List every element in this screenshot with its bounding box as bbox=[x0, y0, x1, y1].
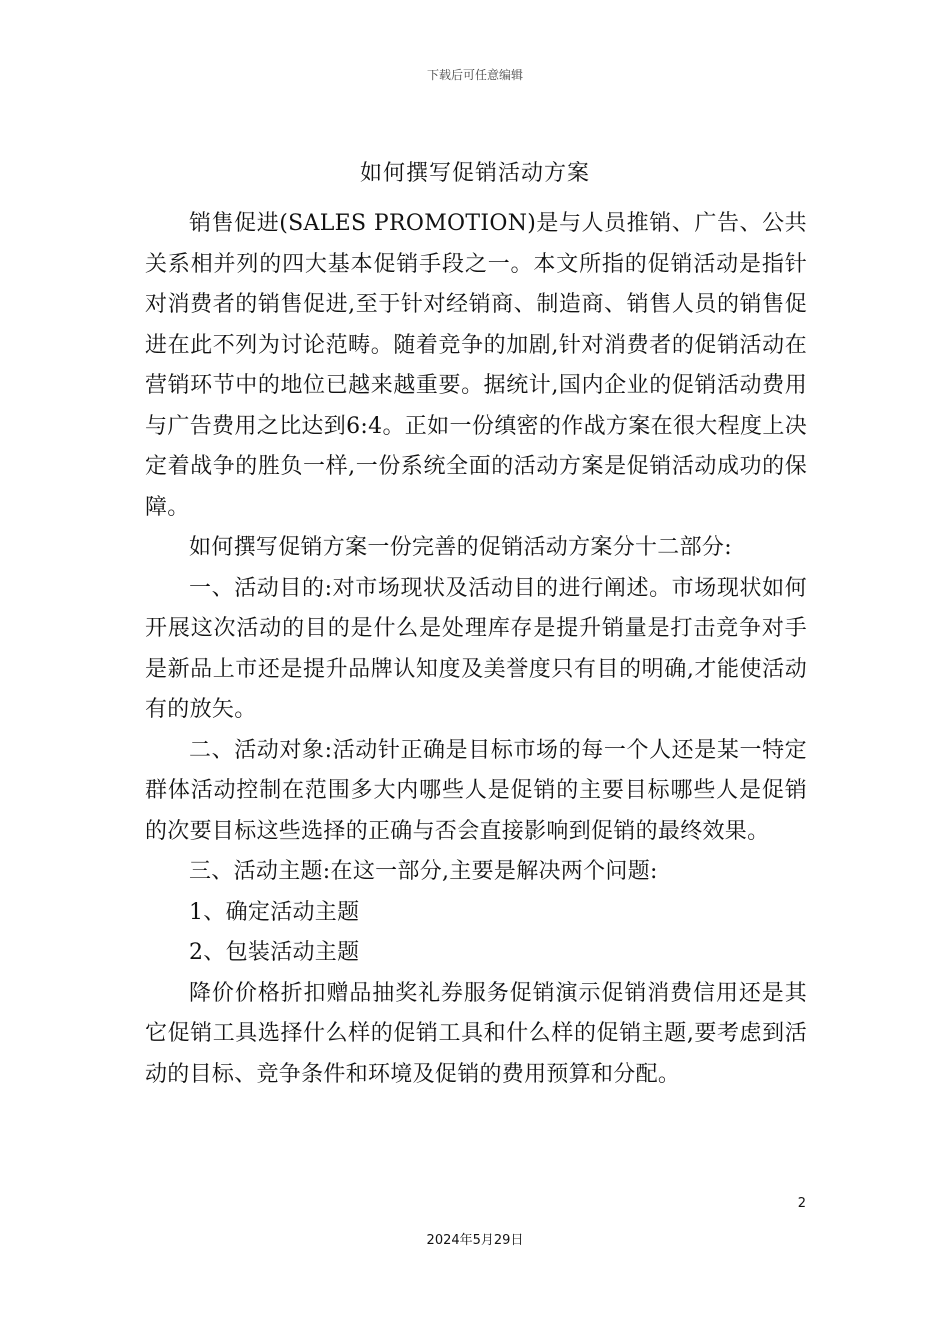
document-body bbox=[145, 204, 807, 1095]
page-number: 2 bbox=[797, 1196, 806, 1211]
list-item-theme-2: 2、包装活动主题 bbox=[189, 940, 360, 965]
paragraph-overview: 如何撰写促销方案一份完善的促销活动方案分十二部分: bbox=[189, 535, 732, 560]
paragraph-intro: 销售促进(SALES PROMOTION)是与人员推销、广告、公共关系相并列的四大基本促销手段之一。本文所指的促销活动是指针对消费者的销售促进,至于针对经销商、制造商、销售人员的销售促进在此不列为讨论范畴。随着竞争的加剧,针对消费者的促销活动在营销环节中的地位已越来越重要。据统计,国内企业的促销活动费用与广告费用之比达到6:4。正如一份缜密的作战方案在很大程度上决定着战争的胜负一样,一份系统全面的活动方案是促销活动成功的保障。 bbox=[145, 211, 807, 520]
footer-date: 2024年5月29日 bbox=[426, 1233, 524, 1248]
paragraph-section-1: 一、活动目的:对市场现状及活动目的进行阐述。市场现状如何开展这次活动的目的是什么是处理库存是提升销量是打击竞争对手是新品上市还是提升品牌认知度及美誉度只有目的明确,才能使活动有的放矢。 bbox=[145, 575, 807, 722]
header-note: 下载后可任意编辑 bbox=[426, 68, 523, 82]
paragraph-section-2: 二、活动对象:活动针正确是目标市场的每一个人还是某一特定群体活动控制在范围多大内哪些人是促销的主要目标哪些人是促销的次要目标这些选择的正确与否会直接影响到促销的最终效果。 bbox=[145, 737, 807, 844]
list-item-theme-1: 1、确定活动主题 bbox=[189, 899, 360, 925]
paragraph-promo-tools: 降价价格折扣赠品抽奖礼券服务促销演示促销消费信用还是其它促销工具选择什么样的促销工具和什么样的促销主题,要考虑到活动的目标、竞争条件和环境及促销的费用预算和分配。 bbox=[145, 980, 807, 1087]
document-title: 如何撰写促销活动方案 bbox=[359, 161, 590, 186]
paragraph-section-3: 三、活动主题:在这一部分,主要是解决两个问题: bbox=[189, 859, 658, 884]
